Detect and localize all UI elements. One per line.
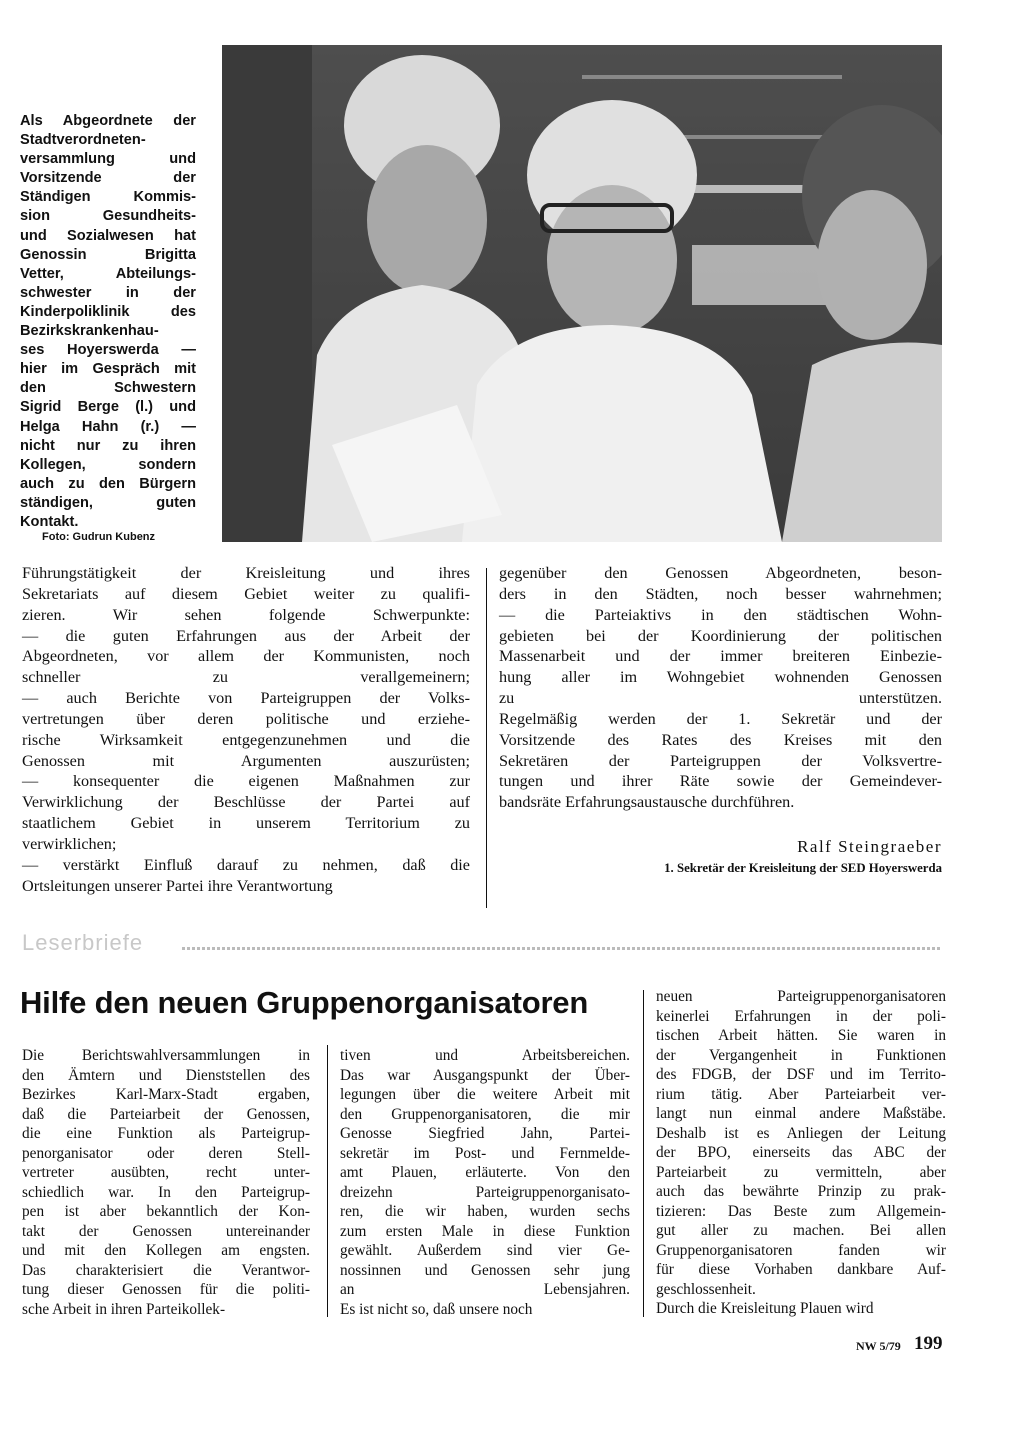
text-line: Sekretariats auf diesem Gebiet weiter zu qualifi- (22, 584, 470, 603)
text-line: ren, die wir haben, wurden sechs (340, 1203, 630, 1220)
text-line: Bezirkskrankenhau- (20, 323, 159, 340)
photo (222, 45, 942, 542)
text-line: Vorsitzende des Rates des Kreises mit den (499, 730, 942, 749)
article-column-left (22, 563, 470, 897)
text-line: hung aller im Wohngebiet wohnenden Genossen (499, 668, 942, 687)
text-line: Ortsleitungen unserer Partei ihre Verantwortung (22, 876, 333, 895)
text-line: den Ämtern und Dienststellen des (22, 1066, 310, 1084)
article2-column-2 (340, 1046, 630, 1319)
text-line: langt nun einmal andere Maßstäbe. (656, 1105, 946, 1122)
text-line: — die Parteiaktivs in den städtischen Wohn- (499, 605, 942, 624)
text-line: Helga Hahn (r.) — (20, 418, 196, 435)
text-line: penorganisator oder deren Stell- (22, 1144, 310, 1162)
text-line: Die Berichtswahlversammlungen in (22, 1047, 310, 1064)
text-line: die eine Funktion als Parteigrup- (22, 1125, 310, 1142)
headline: Hilfe den neuen Gruppenorganisatoren (20, 985, 589, 1020)
text-line: vertreter ausübten, recht unter- (22, 1164, 310, 1181)
text-line: gewählt. Außerdem sind vier Ge- (340, 1242, 630, 1259)
text-line: an Lebensjahren. (340, 1281, 630, 1298)
text-line: gegenüber den Genossen Abgeordneten, beson- (499, 564, 942, 582)
text-line: — auch Berichte von Parteigruppen der Volks- (22, 689, 470, 708)
text-line: auch zu den Bürgern (20, 475, 196, 492)
text-line: neuen Parteigruppenorganisatoren (656, 988, 946, 1005)
text-line: vertretungen über deren politische und erziehe- (22, 709, 470, 728)
signature-title: 1. Sekretär der Kreisleitung der SED Hoyerswerda (664, 861, 942, 875)
text-line: schwester in der (20, 284, 196, 301)
column-divider (486, 568, 487, 908)
column-divider (643, 990, 644, 1317)
text-line: zu unterstützen. (499, 689, 942, 708)
text-line: nossinnen und Genossen sehr jung (340, 1261, 630, 1279)
text-line: sion Gesundheits- (20, 208, 196, 225)
text-line: den Schwestern (20, 380, 196, 397)
text-line: amt Plauen, erläuterte. Von den (340, 1164, 630, 1181)
text-line: Gruppenorganisatoren fanden wir (656, 1241, 946, 1259)
text-line: Das war Ausgangspunkt der Über- (340, 1066, 630, 1084)
text-line: ses Hoyerswerda — (20, 342, 196, 359)
text-line: hier im Gespräch mit (20, 361, 196, 378)
text-line: geschlossenheit. (656, 1280, 756, 1298)
text-line: Vetter, Abteilungs- (20, 265, 196, 282)
text-line: dreizehn Parteigruppenorganisato- (340, 1183, 630, 1201)
text-line: Parteiarbeit zu vermitteln, aber (656, 1163, 946, 1181)
text-line: Kontakt. (20, 513, 79, 530)
article2-column-1 (22, 1046, 310, 1319)
text-line: Das charakterisiert die Verantwor- (22, 1261, 310, 1279)
text-line: nicht nur zu ihren (20, 437, 196, 454)
text-line: — konsequenter die eigenen Maßnahmen zur (22, 772, 470, 791)
text-line: Durch die Kreisleitung Plauen wird (656, 1300, 874, 1317)
text-line: versammlung und (20, 151, 196, 168)
text-line: schneller zu verallgemeinern; (22, 668, 470, 687)
text-line: für diese Vorhaben dankbare Auf- (656, 1261, 946, 1278)
text-line: — die guten Erfahrungen aus der Arbeit der (22, 626, 470, 645)
text-line: Massenarbeit und der immer breiteren Einbezie- (499, 647, 942, 666)
text-line: und Sozialwesen hat (20, 227, 196, 244)
text-line: Regelmäßig werden der 1. Sekretär und der (499, 709, 942, 728)
photo-image (222, 45, 942, 542)
column-divider (327, 1045, 328, 1317)
text-line: tizieren: Das Beste zum Allgemein- (656, 1202, 946, 1220)
text-line: bandsräte Erfahrungsaustausche durchführen. (499, 793, 795, 812)
text-line: staatlichem Gebiet in unserem Territorium zu (22, 814, 470, 833)
text-line: pen ist aber bekanntlich der Kon- (22, 1203, 310, 1220)
section-rule (182, 947, 942, 950)
photo-credit: Foto: Gudrun Kubenz (42, 531, 156, 543)
text-line: den Gruppenorganisatoren, die mir (340, 1105, 630, 1123)
text-line: Sekretären der Parteigruppen der Volksvertre- (499, 751, 942, 770)
text-line: der Vergangenheit in Funktionen (656, 1046, 946, 1064)
text-line: zieren. Wir sehen folgende Schwerpunkte: (22, 605, 470, 624)
text-line: Ständigen Kommis- (20, 189, 196, 206)
article-column-right (499, 563, 942, 813)
text-line: schiedlich war. In den Parteigrup- (22, 1183, 310, 1201)
text-line: sche Arbeit in ihren Parteikollek- (22, 1300, 226, 1318)
text-line: Vorsitzende der (20, 170, 196, 187)
text-line: Kinderpoliklinik des (20, 303, 196, 320)
issue-label: NW 5/79 (856, 1339, 901, 1353)
text-line: Kollegen, sondern (20, 456, 196, 473)
text-line: Genosse Siegfried Jahn, Partei- (340, 1125, 630, 1142)
text-line: tungen und ihrer Räte sowie der Gemeindever- (499, 772, 942, 791)
text-line: Abgeordneten, vor allem der Kommunisten, noch (22, 647, 470, 666)
text-line: daß die Parteiarbeit der Genossen, (22, 1105, 310, 1123)
page-number: 199 (914, 1333, 943, 1354)
signature-name: Ralf Steingraeber (797, 837, 942, 856)
text-line: — verstärkt Einfluß darauf zu nehmen, daß die (22, 855, 470, 874)
text-line: rium tätig. Aber Parteiarbeit ver- (656, 1085, 946, 1103)
text-line: Führungstätigkeit der Kreisleitung und ihres (22, 564, 470, 582)
text-line: Genossin Brigitta (20, 246, 196, 263)
text-line: tiven und Arbeitsbereichen. (340, 1047, 630, 1064)
text-line: rische Wirksamkeit entgegenzunehmen und die (22, 730, 470, 749)
photo-caption (20, 112, 196, 532)
text-line: Sigrid Berge (l.) und (20, 399, 196, 416)
text-line: Als Abgeordnete der (20, 113, 196, 129)
text-line: gut aller zu machen. Bei allen (656, 1222, 946, 1239)
text-line: keinerlei Erfahrungen in der poli- (656, 1007, 946, 1025)
text-line: auch das bewährte Prinzip zu prak- (656, 1183, 946, 1200)
text-line: tung dieser Genossen für die politi- (22, 1281, 310, 1298)
text-line: und mit den Kollegen am engsten. (22, 1242, 310, 1259)
article2-column-3 (656, 987, 946, 1319)
text-line: Es ist nicht so, daß unsere noch (340, 1300, 533, 1318)
text-line: Deshalb ist es Anliegen der Leitung (656, 1124, 946, 1142)
text-line: legungen über die weitere Arbeit mit (340, 1086, 630, 1103)
text-line: Stadtverordneten- (20, 132, 146, 149)
section-label: Leserbriefe (22, 930, 144, 955)
text-line: Bezirkes Karl-Marx-Stadt ergaben, (22, 1086, 310, 1103)
text-line: ders in den Städten, noch besser wahrnehmen; (499, 584, 942, 603)
text-line: verwirklichen; (22, 834, 117, 853)
text-line: Verwirklichung der Beschlüsse der Partei auf (22, 793, 470, 812)
text-line: zum ersten Male in diese Funktion (340, 1222, 630, 1240)
text-line: takt der Genossen untereinander (22, 1222, 310, 1240)
text-line: gebieten bei der Koordinierung der politischen (499, 626, 942, 645)
text-line: des FDGB, der DSF und im Territo- (656, 1066, 946, 1083)
text-line: ständigen, guten (20, 494, 196, 511)
text-line: sekretär im Post- und Fernmelde- (340, 1144, 630, 1162)
text-line: tischen Arbeit hätten. Sie waren in (656, 1027, 946, 1044)
text-line: der BPO, einerseits das ABC der (656, 1144, 946, 1161)
text-line: Genossen mit Argumenten auszurüsten; (22, 751, 470, 770)
